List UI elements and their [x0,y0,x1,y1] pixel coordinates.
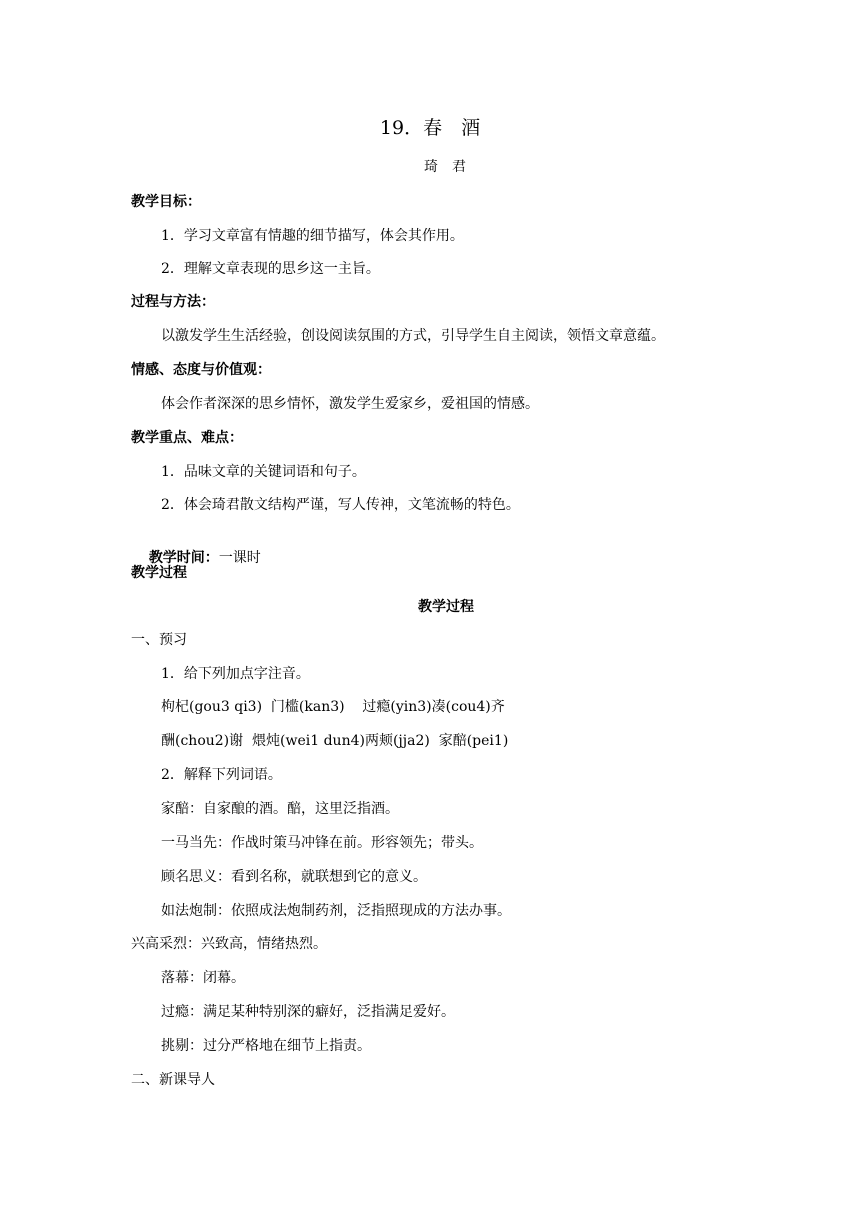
document-title: 19．春 酒 [379,117,481,139]
definition-item: 顾名思义：看到名称，就联想到它的意义。 [161,869,427,885]
key-points-heading: 教学重点、难点： [131,430,243,446]
document-author: 琦 君 [424,159,466,175]
process-center-heading: 教学过程 [418,599,474,615]
definition-item: 过瘾：满足某种特别深的癖好，泛指满足爱好。 [161,1004,455,1020]
definition-item: 如法炮制：依照成法炮制药剂，泛指照现成的方法办事。 [161,903,511,919]
pinyin-line: 枸杞(gou3 qi3) 门槛(kan3) 过瘾(yin3)凑(cou4)齐 [161,699,505,715]
preview-question-2: 2．解释下列词语。 [161,767,282,783]
key-point-item: 1．品味文章的关键词语和句子。 [161,464,366,480]
preview-question-1: 1．给下列加点字注音。 [161,666,310,682]
definition-item: 挑剔：过分严格地在细节上指责。 [161,1038,371,1054]
definition-item: 一马当先：作战时策马冲锋在前。形容领先；带头。 [161,835,483,851]
process-method-heading: 过程与方法： [131,294,215,310]
objective-item: 2．理解文章表现的思乡这一主旨。 [161,261,380,277]
key-point-item: 2．体会琦君散文结构严谨，写人传神，文笔流畅的特色。 [161,497,520,513]
objectives-heading: 教学目标： [131,194,201,210]
process-heading: 教学过程 [131,565,187,581]
teaching-time-value: 一课时 [218,550,261,566]
definition-item-outdent: 兴高采烈：兴致高，情绪热烈。 [131,936,327,952]
process-method-text: 以激发学生生活经验，创设阅读氛围的方式，引导学生自主阅读，领悟文章意蕴。 [161,328,665,344]
teaching-time-label: 教学时间： [148,550,219,566]
section-intro-heading: 二、新课导人 [131,1072,215,1088]
emotion-text: 体会作者深深的思乡情怀，激发学生爱家乡，爱祖国的情感。 [161,396,539,412]
emotion-heading: 情感、态度与价值观： [131,362,271,378]
section-preview-heading: 一、预习 [131,632,187,648]
objective-item: 1．学习文章富有情趣的细节描写，体会其作用。 [161,228,464,244]
definition-item: 家醅：自家酿的酒。醅，这里泛指酒。 [161,801,399,817]
pinyin-line: 酬(chou2)谢 煨炖(wei1 dun4)两颊(jja2) 家醅(pei1) [161,733,509,749]
definition-item: 落幕：闭幕。 [161,970,245,986]
